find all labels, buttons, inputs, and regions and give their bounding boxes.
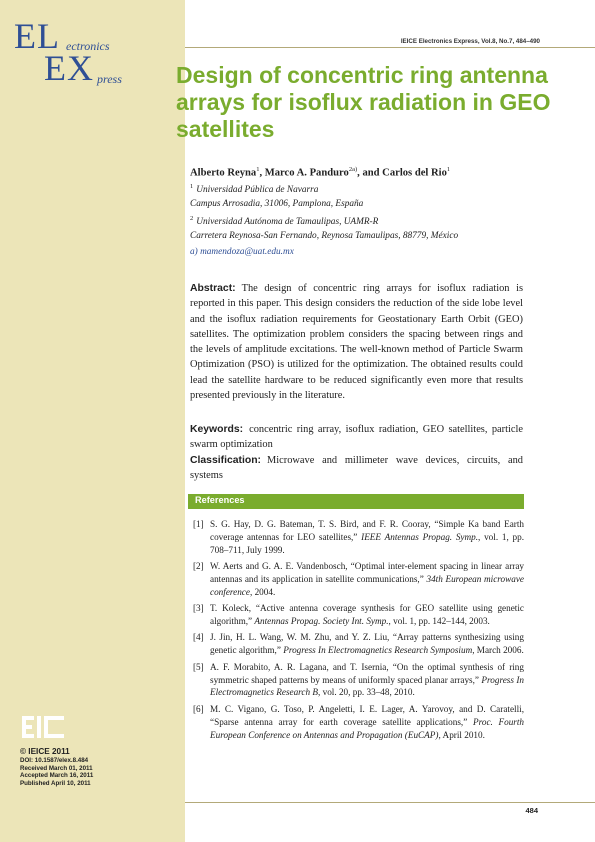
author-separator: , (259, 167, 265, 179)
affiliation-1-address: Campus Arrosadia, 31006, Pamplona, España (190, 199, 364, 209)
affiliation-sup: 1 (190, 183, 194, 190)
reference-number: [2] (193, 561, 204, 572)
reference-item (193, 703, 524, 742)
reference-item (193, 631, 524, 657)
reference-text (210, 518, 524, 557)
eic-logo-icon (22, 714, 66, 740)
reference-number: [1] (193, 519, 204, 529)
reference-details: , vol. 1, pp. 708–711, July 1999. (210, 531, 524, 555)
logo-el: EL (14, 16, 60, 56)
published-date: Published April 10, 2011 (20, 779, 91, 787)
publication-info (20, 747, 93, 787)
reference-venue: 34th European microwave conference (210, 574, 525, 597)
classification-label: Classification: (190, 455, 262, 466)
reference-authors-title: W. Aerts and G. A. E. Vandenbosch, “Optimal inter-element spacing in linear array antennas and its application in satellite communications,” (210, 561, 524, 585)
reference-authors-title: S. G. Hay, D. G. Bateman, T. S. Bird, and F. R. Cooray, “Simple Ka band Earth coverage antennas for LEO satellites,” (210, 519, 524, 542)
author-sup: 1 (256, 166, 260, 173)
logo-press: press (97, 72, 122, 86)
affiliation-1 (190, 183, 318, 195)
affiliation-name: Universidad Pública de Navarra (196, 185, 319, 196)
reference-number: [4] (193, 632, 204, 643)
author-name: Alberto Reyna (190, 167, 257, 179)
reference-number: [6] (193, 703, 204, 714)
reference-details: , March 2006. (472, 645, 524, 656)
classification-text: Microwave and millimeter wave devices, circuits, and systems (190, 455, 523, 481)
logo-ex: EX (44, 48, 94, 88)
copyright: © IEICE 2011 (20, 747, 70, 756)
abstract-label: Abstract: (190, 283, 236, 294)
author-sup: 2a) (348, 166, 358, 173)
keywords-label: Keywords: (190, 424, 244, 435)
author-name: Carlos del Rio (382, 167, 447, 179)
reference-number: [5] (193, 661, 204, 672)
logo-electronics: ectronics (66, 39, 110, 53)
reference-authors-title: M. C. Vigano, G. Toso, P. Angeletti, I. E. Lager, A. Yarovoy, and D. Caratelli, “Sparse antenna array for earth coverage satellite applications,” (210, 703, 524, 727)
references-heading-bar (188, 494, 524, 509)
footer-rule (185, 802, 595, 803)
received-date: Received March 01, 2011 (20, 764, 93, 772)
reference-authors-title: J. Jin, H. L. Wang, W. M. Zhu, and Y. Z. Liu, “Array patterns synthesizing using genetic algorithm,” (210, 632, 524, 656)
affiliation-sup: 2 (190, 215, 194, 222)
keywords-text: concentric ring array, isoflux radiation, GEO satellites, particle swarm optimization (190, 424, 523, 450)
accepted-date: Accepted March 16, 2011 (20, 772, 94, 780)
reference-text (210, 602, 524, 628)
affiliation-2 (190, 215, 378, 227)
author-list (190, 166, 450, 179)
reference-text (210, 560, 524, 599)
abstract-text: The design of concentric ring arrays for isoflux radiation is reported in this paper. This design considers the reduction of the side lobe level and the isoflux radiation requirements for Geostationary Earth Orbit (GEO) satellites. The optimization problem considers the spacing between rings and the levels of amplitude excitations. The well-known method of Particle Swarm Optimization (PSO) is utilized for the optimization. The obtained results could lead the satellite hardware to be reduced significantly even more that results presented previously in the literature. (190, 283, 523, 402)
keywords (190, 422, 523, 452)
author-separator: , and (357, 167, 383, 179)
reference-authors-title: A. F. Morabito, A. R. Lagana, and T. Isernia, “On the optimal synthesis of ring symmetric shaped patterns by means of uniformly spaced planar arrays,” (210, 661, 524, 685)
doi: DOI: 10.1587/elex.8.484 (20, 757, 89, 764)
reference-venue: IEEE Antennas Propag. Symp. (361, 531, 479, 542)
reference-text (210, 661, 524, 700)
reference-number: [3] (193, 603, 204, 614)
reference-details: , April 2010. (438, 729, 485, 740)
reference-details: , 2004. (249, 586, 276, 597)
reference-venue: Progress In Electromagnetics Research Symposium (283, 645, 473, 656)
reference-item (193, 602, 524, 628)
abstract (190, 281, 523, 403)
page-number: 484 (525, 806, 538, 815)
reference-authors-title: T. Koleck, “Active antenna coverage synthesis for GEO satellite using genetic algorithm,” (210, 603, 524, 627)
reference-item (193, 560, 524, 599)
reference-details: , vol. 1, pp. 142–144, 2003. (388, 616, 490, 627)
affiliation-name: Universidad Autónoma de Tamaulipas, UAMR-R (196, 217, 379, 228)
reference-text (210, 703, 524, 742)
reference-details: , vol. 20, pp. 33–48, 2010. (318, 687, 415, 698)
author-email-link[interactable]: a) mamendoza@uat.edu.mx (190, 247, 294, 257)
author-name: Marco A. Panduro (264, 167, 349, 179)
reference-item (193, 518, 524, 557)
author-sup: 1 (446, 166, 451, 173)
reference-text (210, 631, 524, 657)
reference-venue: Progress In Electromagnetics Research B (210, 674, 524, 698)
affiliation-2-address: Carretera Reynosa-San Fernando, Reynosa Tamaulipas, 88779, México (190, 231, 459, 241)
header-rule (185, 47, 595, 48)
reference-item (193, 661, 524, 700)
reference-venue: Antennas Propag. Society Int. Symp. (254, 616, 389, 627)
reference-venue: Proc. Fourth European Conference on Antennas and Propagation (EuCAP) (210, 716, 525, 740)
classification (190, 453, 523, 483)
reference-list (193, 518, 524, 745)
references-heading: References (195, 495, 245, 505)
paper-title: Design of concentric ring antenna arrays for isoflux radiation in GEO satellites (176, 62, 551, 142)
journal-info: IEICE Electronics Express, Vol.8, No.7, 484–490 (400, 38, 540, 45)
